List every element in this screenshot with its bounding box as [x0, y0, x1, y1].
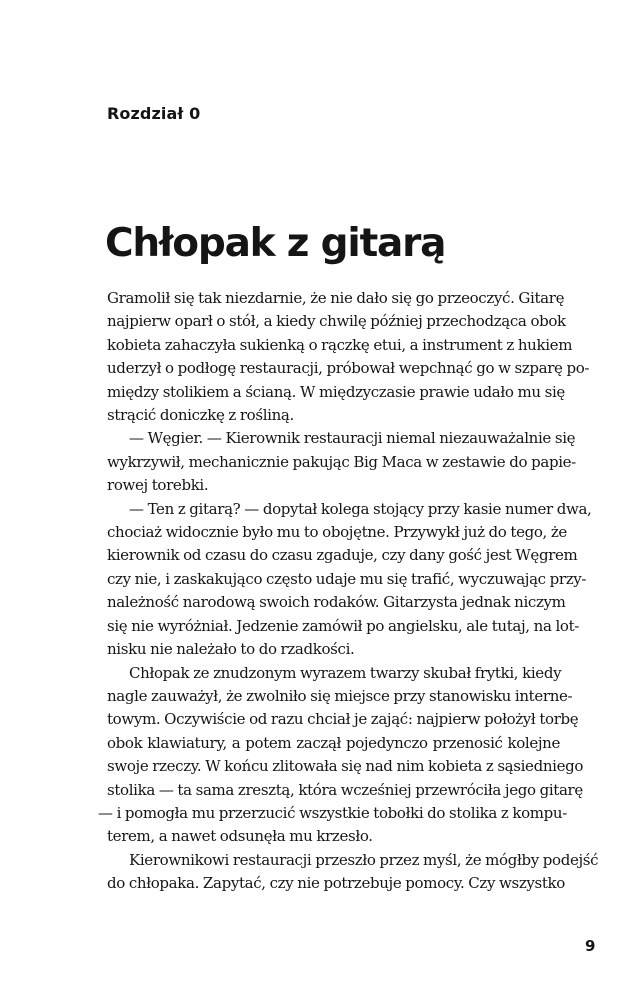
text-line: stolika — ta sama zresztą, która wcześniej przewróciła jego gitarę: [107, 780, 583, 799]
text-line: obok klawiatury, a potem zaczął pojedynczo przenosić kolejne: [107, 733, 560, 752]
page-number: 9: [585, 937, 596, 955]
text-line: Kierownikowi restauracji przeszło przez myśl, że mógłby podejść: [129, 850, 599, 869]
text-line: nagle zauważył, że zwolniło się miejsce przy stanowisku interne-: [107, 686, 573, 705]
text-line: nisku nie należało to do rzadkości.: [107, 640, 355, 659]
text-line: swoje rzeczy. W końcu zlitowała się nad nim kobieta z sąsiedniego: [107, 757, 584, 776]
text-line: między stolikiem a ścianą. W międzyczasie prawie udało mu się: [107, 382, 565, 401]
text-line: — Ten z gitarą? — dopytał kolega stojący przy kasie numer dwa,: [129, 499, 592, 518]
body-text: [98, 287, 599, 896]
text-line: do chłopaka. Zapytać, czy nie potrzebuje pomocy. Czy wszystko: [107, 874, 565, 893]
text-line: rowej torebki.: [107, 476, 209, 495]
text-line: strącić doniczkę z rośliną.: [107, 406, 294, 425]
text-line: wykrzywił, mechanicznie pakując Big Maca w zestawie do papie-: [107, 452, 576, 471]
text-line: Chłopak ze znudzonym wyrazem twarzy skubał frytki, kiedy: [129, 663, 562, 682]
text-line: uderzył o podłogę restauracji, próbował wepchnąć go w szparę po-: [107, 359, 590, 378]
text-line: towym. Oczywiście od razu chciał je zająć: najpierw położył torbę: [107, 710, 579, 729]
text-line: się nie wyróżniał. Jedzenie zamówił po angielsku, ale tutaj, na lot-: [107, 616, 579, 635]
chapter-title: Chłopak z gitarą: [105, 221, 446, 266]
text-line: czy nie, i zaskakująco często udaje mu się trafić, wyczuwając przy-: [107, 569, 587, 588]
text-line: kierownik od czasu do czasu zgaduje, czy dany gość jest Węgrem: [107, 546, 578, 565]
text-line: Gramolił się tak niezdarnie, że nie dało się go przeoczyć. Gitarę: [107, 289, 565, 307]
text-line: najpierw oparł o stół, a kiedy chwilę później przechodząca obok: [107, 312, 566, 331]
chapter-label: Rozdział 0: [107, 104, 201, 123]
text-line: kobieta zahaczyła sukienką o rączkę etui, a instrument z hukiem: [107, 335, 573, 354]
text-line: — Węgier. — Kierownik restauracji niemal niezauważalnie się: [129, 429, 576, 448]
text-line: terem, a nawet odsunęła mu krzesło.: [107, 827, 373, 846]
text-line: należność narodową swoich rodaków. Gitarzysta jednak niczym: [107, 593, 566, 612]
text-line: — i pomogła mu przerzucić wszystkie tobołki do stolika z kompu-: [98, 803, 567, 822]
text-line: chociaż widocznie było mu to obojętne. Przywykł już do tego, że: [107, 523, 567, 542]
